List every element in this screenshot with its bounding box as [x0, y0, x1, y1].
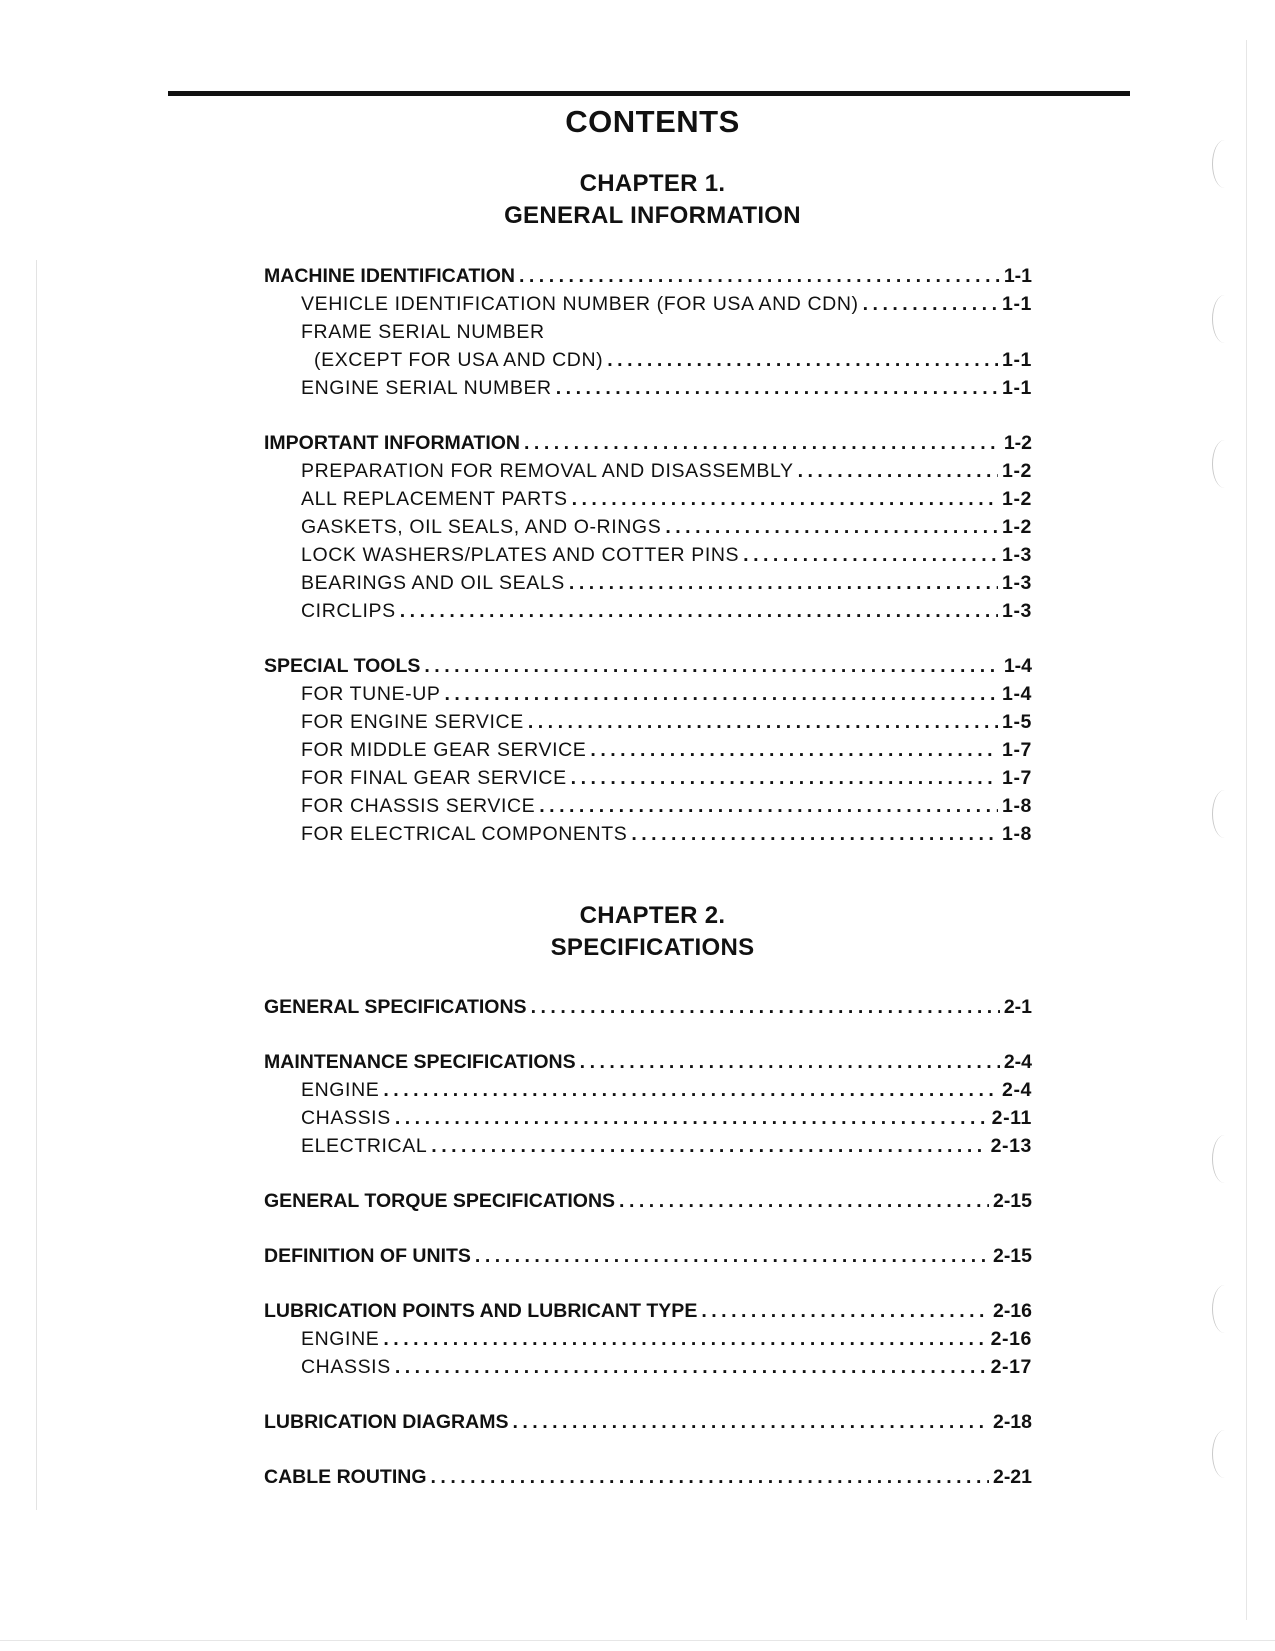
toc-section-heading: [264, 1408, 1032, 1436]
binder-hole-mark: [1212, 140, 1237, 188]
toc-page-number: 2-13: [990, 1135, 1032, 1157]
scan-edge-line: [1246, 40, 1247, 1620]
toc-entry: [264, 318, 1032, 346]
toc-section-heading: [264, 1297, 1032, 1325]
dot-leader: [569, 569, 998, 597]
toc-page-number: 1-1: [1002, 377, 1032, 399]
toc-entry-title: ENGINE SERIAL NUMBER: [301, 377, 552, 399]
dot-leader: [383, 1076, 998, 1104]
chapter-1-name: GENERAL INFORMATION: [504, 202, 801, 229]
dot-leader: [383, 1325, 986, 1353]
dot-leader: [631, 820, 998, 848]
toc-entry-title: LUBRICATION POINTS AND LUBRICANT TYPE: [264, 1300, 698, 1322]
toc-entry-title: CHASSIS: [301, 1107, 391, 1129]
toc-entry-title: LOCK WASHERS/PLATES AND COTTER PINS: [301, 544, 740, 566]
toc-section-heading: [264, 1463, 1032, 1491]
toc-entry-title: CABLE ROUTING: [264, 1466, 427, 1488]
toc-entry-title: FOR FINAL GEAR SERVICE: [301, 767, 567, 789]
toc-page-number: 2-17: [990, 1356, 1032, 1378]
toc-page-number: 2-18: [992, 1411, 1032, 1433]
toc-page-number: 2-16: [990, 1328, 1032, 1350]
dot-leader: [539, 792, 998, 820]
toc-section: [264, 1187, 1032, 1215]
toc-entry-title: PREPARATION FOR REMOVAL AND DISASSEMBLY: [301, 460, 794, 482]
dot-leader: [863, 290, 998, 318]
toc-entry: [264, 820, 1032, 848]
contents-title: CONTENTS: [565, 104, 740, 139]
dot-leader: [431, 1132, 986, 1160]
toc-page-number: 2-4: [1003, 1051, 1032, 1073]
toc-page-number: 1-7: [1002, 739, 1032, 761]
toc-entry: [264, 680, 1032, 708]
toc-entry-title: FOR ELECTRICAL COMPONENTS: [301, 823, 628, 845]
toc-entry-title: LUBRICATION DIAGRAMS: [264, 1411, 509, 1433]
toc-entry: [264, 346, 1032, 374]
dot-leader: [531, 993, 1000, 1021]
toc-page-number: 2-15: [992, 1245, 1032, 1267]
toc-section: [264, 1408, 1032, 1436]
chapter-2-toc: [264, 993, 1032, 1518]
toc-section-heading: [264, 652, 1032, 680]
dot-leader: [607, 346, 998, 374]
toc-entry-title: VEHICLE IDENTIFICATION NUMBER (FOR USA AND CDN): [301, 293, 859, 315]
toc-section: [264, 262, 1032, 402]
chapter-2-label: CHAPTER 2.: [579, 902, 726, 929]
toc-entry-title: MAINTENANCE SPECIFICATIONS: [264, 1051, 576, 1073]
toc-entry-title: FOR ENGINE SERVICE: [301, 711, 524, 733]
chapter-1-label: CHAPTER 1.: [579, 170, 726, 197]
toc-section: [264, 652, 1032, 848]
toc-page-number: 2-21: [992, 1466, 1032, 1488]
toc-section: [264, 1048, 1032, 1160]
chapter-2-name: SPECIFICATIONS: [550, 934, 755, 961]
toc-section: [264, 1463, 1032, 1491]
toc-entry-title: (EXCEPT FOR USA AND CDN): [314, 349, 604, 371]
toc-page-number: 2-1: [1003, 996, 1032, 1018]
toc-entry: [264, 541, 1032, 569]
dot-leader: [590, 736, 998, 764]
dot-leader: [528, 708, 998, 736]
toc-page-number: 2-4: [1002, 1079, 1032, 1101]
toc-entry-title: ALL REPLACEMENT PARTS: [301, 488, 568, 510]
chapter-2-heading: [0, 900, 1275, 964]
toc-entry: [264, 1325, 1032, 1353]
toc-entry: [264, 792, 1032, 820]
toc-entry: [264, 513, 1032, 541]
toc-entry-title: FOR TUNE-UP: [301, 683, 441, 705]
toc-page-number: 1-4: [1003, 655, 1032, 677]
dot-leader: [665, 513, 998, 541]
toc-entry: [264, 1132, 1032, 1160]
dot-leader: [395, 1353, 987, 1381]
toc-section: [264, 1242, 1032, 1270]
toc-entry-title: FRAME SERIAL NUMBER: [301, 321, 545, 343]
chapter-1-toc: [264, 262, 1032, 875]
header-rule: [168, 91, 1130, 96]
toc-page-number: 1-8: [1002, 823, 1032, 845]
toc-entry-title: GENERAL TORQUE SPECIFICATIONS: [264, 1190, 616, 1212]
toc-section: [264, 993, 1032, 1021]
toc-entry-title: ELECTRICAL: [301, 1135, 428, 1157]
toc-page-number: 1-2: [1002, 460, 1032, 482]
toc-page-number: 2-15: [992, 1190, 1032, 1212]
toc-section: [264, 1297, 1032, 1381]
toc-section-heading: [264, 429, 1032, 457]
toc-page-number: 1-1: [1002, 349, 1032, 371]
toc-entry: [264, 708, 1032, 736]
toc-entry-title: GASKETS, OIL SEALS, AND O-RINGS: [301, 516, 662, 538]
dot-leader: [743, 541, 998, 569]
dot-leader: [798, 457, 998, 485]
dot-leader: [424, 652, 999, 680]
toc-page-number: 1-2: [1002, 488, 1032, 510]
dot-leader: [395, 1104, 988, 1132]
binder-hole-mark: [1212, 295, 1237, 343]
dot-leader: [572, 485, 998, 513]
toc-entry: [264, 1353, 1032, 1381]
binder-hole-mark: [1212, 440, 1237, 488]
toc-entry-title: SPECIAL TOOLS: [264, 655, 421, 677]
toc-page-number: 1-2: [1002, 516, 1032, 538]
toc-page-number: 1-3: [1002, 600, 1032, 622]
toc-entry: [264, 597, 1032, 625]
toc-entry-title: CHASSIS: [301, 1356, 391, 1378]
toc-page-number: 1-2: [1003, 432, 1032, 454]
toc-entry: [264, 290, 1032, 318]
binder-hole-mark: [1212, 790, 1237, 838]
toc-entry-title: GENERAL SPECIFICATIONS: [264, 996, 527, 1018]
toc-section-heading: [264, 993, 1032, 1021]
toc-entry: [264, 457, 1032, 485]
binder-hole-mark: [1212, 1135, 1237, 1183]
dot-leader: [400, 597, 998, 625]
toc-section: [264, 429, 1032, 625]
toc-entry-title: MACHINE IDENTIFICATION: [264, 265, 515, 287]
toc-entry-title: ENGINE: [301, 1328, 380, 1350]
toc-entry-title: BEARINGS AND OIL SEALS: [301, 572, 565, 594]
toc-entry: [264, 736, 1032, 764]
dot-leader: [475, 1242, 989, 1270]
dot-leader: [445, 680, 999, 708]
toc-page-number: 1-8: [1002, 795, 1032, 817]
scan-edge-line: [36, 260, 37, 1510]
toc-page-number: 1-1: [1003, 265, 1032, 287]
toc-page-number: 2-11: [991, 1107, 1032, 1129]
toc-entry: [264, 764, 1032, 792]
toc-entry-title: IMPORTANT INFORMATION: [264, 432, 520, 454]
toc-entry: [264, 1076, 1032, 1104]
toc-entry: [264, 569, 1032, 597]
dot-leader: [524, 429, 1000, 457]
toc-page-number: 1-7: [1002, 767, 1032, 789]
toc-section-heading: [264, 262, 1032, 290]
dot-leader: [519, 262, 1000, 290]
toc-entry: [264, 374, 1032, 402]
toc-page-number: 1-1: [1002, 293, 1032, 315]
toc-page-number: 1-3: [1002, 572, 1032, 594]
toc-page-number: 1-3: [1002, 544, 1032, 566]
toc-entry-title: CIRCLIPS: [301, 600, 396, 622]
toc-entry-title: FOR MIDDLE GEAR SERVICE: [301, 739, 587, 761]
toc-entry-title: ENGINE: [301, 1079, 380, 1101]
toc-entry: [264, 485, 1032, 513]
toc-entry: [264, 1104, 1032, 1132]
dot-leader: [512, 1408, 989, 1436]
toc-section-heading: [264, 1048, 1032, 1076]
binder-hole-mark: [1212, 1430, 1237, 1478]
binder-hole-mark: [1212, 1285, 1237, 1333]
dot-leader: [701, 1297, 989, 1325]
toc-section-heading: [264, 1187, 1032, 1215]
toc-section-heading: [264, 1242, 1032, 1270]
toc-entry-title: FOR CHASSIS SERVICE: [301, 795, 536, 817]
toc-page-number: 1-4: [1002, 683, 1032, 705]
toc-page-number: 1-5: [1002, 711, 1032, 733]
dot-leader: [580, 1048, 1000, 1076]
dot-leader: [431, 1463, 989, 1491]
scan-edge-line: [0, 1640, 1275, 1641]
dot-leader: [571, 764, 998, 792]
toc-entry-title: DEFINITION OF UNITS: [264, 1245, 471, 1267]
dot-leader: [619, 1187, 989, 1215]
dot-leader: [556, 374, 998, 402]
toc-page-number: 2-16: [992, 1300, 1032, 1322]
chapter-1-heading: [0, 168, 1275, 232]
